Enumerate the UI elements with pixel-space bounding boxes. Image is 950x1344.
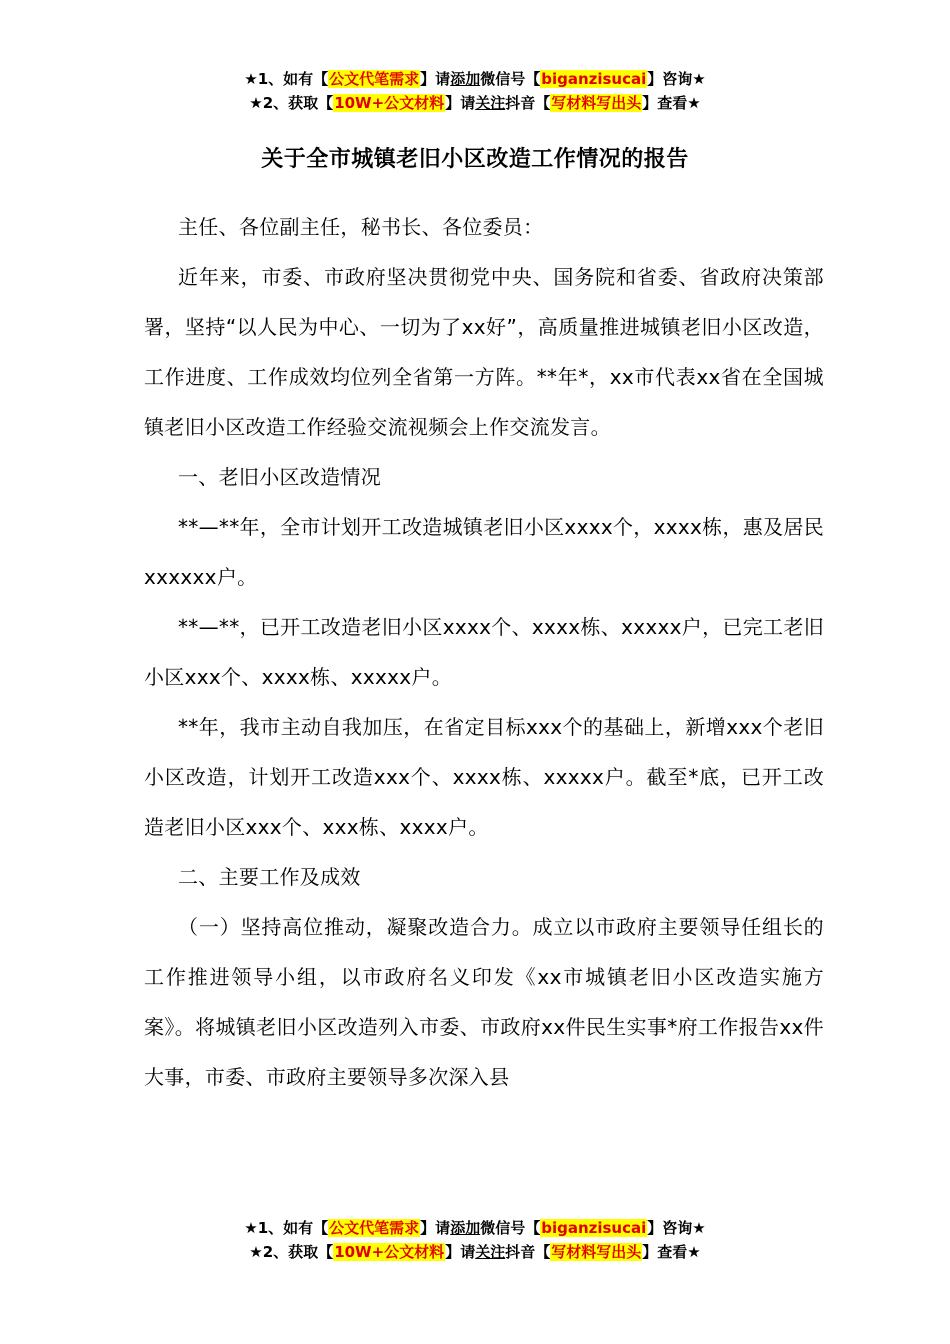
banner-line2-prefix: ★2、获取【: [249, 1243, 334, 1261]
intro-paragraph: 近年来，市委、市政府坚决贯彻党中央、国务院和省委、省政府决策部署，坚持“以人民为中心、一切为了xx好”，高质量推进城镇老旧小区改造，工作进度、工作成效均位列全省第一方阵。**年*，xx市代表xx省在全国城镇老旧小区改造工作经验交流视频会上作交流发言。: [144, 265, 824, 439]
banner-line1-mid1: 】请: [420, 1219, 451, 1237]
banner-line2-highlight-materials: 10W+公文材料: [334, 1243, 445, 1261]
banner-line2-highlight-materials: 10W+公文材料: [334, 94, 445, 112]
banner-line1-highlight-service: 公文代笔需求: [329, 70, 420, 88]
banner-line1-suffix: 】咨询★: [647, 1219, 706, 1237]
banner-line-2: [0, 91, 950, 115]
section-heading-1: 一、老旧小区改造情况: [178, 465, 381, 489]
banner-line1-highlight-wechat: biganzisucai: [541, 70, 647, 88]
banner-line2-underline: 关注: [475, 94, 506, 112]
banner-line2-suffix: 】查看★: [642, 94, 701, 112]
bottom-banner: [0, 1216, 950, 1264]
banner-line2-prefix: ★2、获取【: [249, 94, 334, 112]
section-heading-2: 二、主要工作及成效: [178, 865, 361, 889]
banner-line-1: [0, 67, 950, 91]
banner-line2-highlight-douyin: 写材料写出头: [551, 94, 642, 112]
banner-line1-suffix: 】咨询★: [647, 70, 706, 88]
banner-line1-mid2: 微信号【: [480, 70, 541, 88]
body-paragraph: **—**年，全市计划开工改造城镇老旧小区xxxx个，xxxx栋，惠及居民xxxxxx户。: [144, 515, 824, 589]
document-body: [144, 202, 824, 1102]
banner-line2-mid2: 抖音【: [505, 1243, 551, 1261]
banner-line1-mid2: 微信号【: [480, 1219, 541, 1237]
salutation-paragraph: 主任、各位副主任，秘书长、各位委员：: [178, 215, 544, 239]
body-paragraph: （一）坚持高位推动，凝聚改造合力。成立以市政府主要领导任组长的工作推进领导小组，以市政府名义印发《xx市城镇老旧小区改造实施方案》。将城镇老旧小区改造列入市委、市政府xx件民生实事*府工作报告xx件大事，市委、市政府主要领导多次深入县: [144, 915, 824, 1089]
banner-line2-underline: 关注: [475, 1243, 506, 1261]
document-title: 关于全市城镇老旧小区改造工作情况的报告: [261, 147, 689, 172]
banner-line-2: [0, 1240, 950, 1264]
banner-line-1: [0, 1216, 950, 1240]
banner-line1-highlight-service: 公文代笔需求: [329, 1219, 420, 1237]
body-paragraph: **年，我市主动自我加压，在省定目标xxx个的基础上，新增xxx个老旧小区改造，计划开工改造xxx个、xxxx栋、xxxxx户。截至*底，已开工改造老旧小区xxx个、xxx栋、xxxx户。: [144, 715, 824, 839]
banner-line1-underline: 添加: [450, 70, 481, 88]
banner-line1-highlight-wechat: biganzisucai: [541, 1219, 647, 1237]
banner-line1-prefix: ★1、如有【: [244, 70, 329, 88]
banner-line2-highlight-douyin: 写材料写出头: [551, 1243, 642, 1261]
banner-line2-mid1: 】请: [445, 94, 476, 112]
banner-line1-underline: 添加: [450, 1219, 481, 1237]
banner-line1-prefix: ★1、如有【: [244, 1219, 329, 1237]
banner-line2-mid2: 抖音【: [505, 94, 551, 112]
banner-line2-suffix: 】查看★: [642, 1243, 701, 1261]
top-banner: [0, 67, 950, 115]
banner-line2-mid1: 】请: [445, 1243, 476, 1261]
body-paragraph: **—**，已开工改造老旧小区xxxx个、xxxx栋、xxxxx户，已完工老旧小区xxx个、xxxx栋、xxxxx户。: [144, 615, 824, 689]
banner-line1-mid1: 】请: [420, 70, 451, 88]
